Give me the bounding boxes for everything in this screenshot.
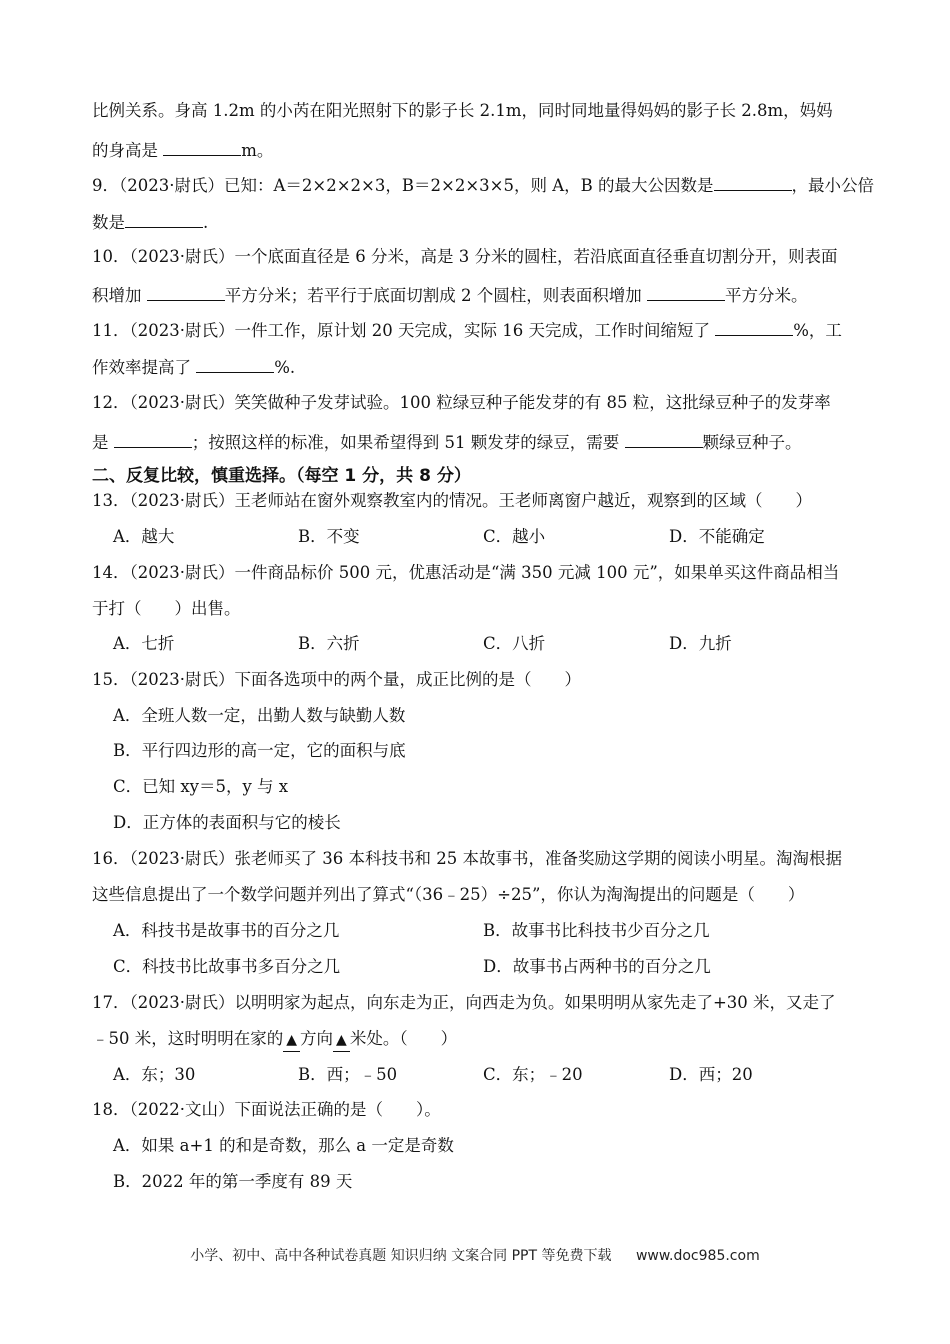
footer-link[interactable]: www.doc985.com [635,1248,760,1264]
q14-option-b[interactable]: B．六折 [298,634,360,653]
answer-blank[interactable] [163,139,241,156]
q8-line2 [92,139,273,162]
answer-blank[interactable] [147,284,225,301]
q10-text: 平方分米。 [725,286,808,305]
q17-text: 米处。（ ） [349,1029,458,1048]
q15-stem: 15．（2023·尉氏）下面各选项中的两个量，成正比例的是（ ） [92,670,581,689]
answer-blank[interactable] [714,174,792,191]
section-heading: 二、反复比较，慎重选择。（每空 1 分，共 8 分） [92,466,471,486]
answer-blank[interactable] [125,211,203,228]
q17-option-c[interactable]: C．东；﹣20 [483,1065,583,1084]
q10-line2 [92,284,808,307]
q13-option-a[interactable]: A．越大 [113,527,175,546]
q17-line1: 17．（2023·尉氏）以明明家为起点，向东走为正，向西走为负。如果明明从家先走了+30 米，又走了 [92,993,836,1012]
q9-text: 9．（2023·尉氏）已知：A＝2×2×2×3，B＝2×2×3×5，则 A，B 的最大公因数是 [92,176,714,195]
q8-text: m。 [241,141,274,160]
page-footer [0,1245,950,1265]
q15-option-c[interactable]: C．已知 xy＝5，y 与 x [113,777,289,796]
q15-option-b[interactable]: B．平行四边形的高一定，它的面积与底 [113,741,406,760]
q11-text: %，工 [793,321,842,340]
q14-option-a[interactable]: A．七折 [113,634,175,653]
q13-option-c[interactable]: C．越小 [483,527,546,546]
q18-stem: 18．（2022·文山）下面说法正确的是（ ）。 [92,1100,441,1119]
q12-text: 12．（2023·尉氏）笑笑做种子发芽试验。100 粒绿豆种子能发芽的有 85 粒，这批绿豆种子的发芽率 [92,393,831,412]
q12-text: ；按照这样的标准，如果希望得到 51 颗发芽的绿豆，需要 [191,433,620,452]
q13-stem: 13．（2023·尉氏）王老师站在窗外观察教室内的情况。王老师离窗户越近，观察到的区域（ ） [92,491,812,510]
q17-option-d[interactable]: D．西；20 [669,1065,753,1084]
q15-option-d[interactable]: D．正方体的表面积与它的棱长 [113,813,341,832]
q13-option-b[interactable]: B．不变 [298,527,360,546]
triangle-blank[interactable]: ▲ [283,1029,300,1052]
q16-option-b[interactable]: B．故事书比科技书少百分之几 [483,921,710,940]
q11-text: 11．（2023·尉氏）一件工作，原计划 20 天完成，实际 16 天完成，工作时间缩短了 [92,321,710,340]
q11-line1 [92,319,842,342]
q9-line1 [92,174,874,197]
q12-text: 颗绿豆种子。 [702,433,802,452]
q11-text: 作效率提高了 [92,358,191,377]
q14-line2: 于打（ ）出售。 [92,599,241,618]
q12-line1 [92,392,831,414]
q14-option-c[interactable]: C．八折 [483,634,546,653]
q15-option-a[interactable]: A．全班人数一定，出勤人数与缺勤人数 [113,706,406,725]
q16-line2: 这些信息提出了一个数学问题并列出了算式“（36﹣25）÷25”，你认为淘淘提出的问题是（ ） [92,885,805,904]
q8-text: 比例关系。身高 1.2m 的小芮在阳光照射下的影子长 2.1m，同时同地量得妈妈的影子长 2.8m，妈妈 [92,101,833,120]
q12-line2 [92,431,802,454]
q9-text: ，最小公倍 [791,176,874,195]
q13-option-d[interactable]: D．不能确定 [669,527,765,546]
triangle-blank[interactable]: ▲ [333,1029,350,1052]
q12-text: 是 [92,433,109,452]
q10-text: 10．（2023·尉氏）一个底面直径是 6 分米，高是 3 分米的圆柱，若沿底面直径垂直切割分开，则表面 [92,247,838,266]
q18-option-a[interactable]: A．如果 a+1 的和是奇数，那么 a 一定是奇数 [113,1136,454,1155]
q10-line1 [92,246,837,268]
q17-text: 方向 [300,1029,334,1048]
answer-blank[interactable] [196,356,274,373]
q8-line1 [92,100,833,122]
answer-blank[interactable] [114,431,192,448]
answer-blank[interactable] [647,284,725,301]
q17-option-a[interactable]: A．东；30 [113,1065,196,1084]
footer-text: 小学、初中、高中各种试卷真题 知识归纳 文案合同 PPT 等免费下载 [190,1248,612,1264]
q10-text: 平方分米；若平行于底面切割成 2 个圆柱，则表面积增加 [224,286,642,305]
q17-option-b[interactable]: B．西；﹣50 [298,1065,398,1084]
q16-option-c[interactable]: C．科技书比故事书多百分之几 [113,957,341,976]
answer-blank[interactable] [625,431,703,448]
q9-text: 数是 [92,213,125,232]
q9-line2 [92,211,208,234]
q14-line1: 14．（2023·尉氏）一件商品标价 500 元，优惠活动是“满 350 元减 100 元”，如果单买这件商品相当 [92,563,840,582]
q10-text: 积增加 [92,286,142,305]
q14-option-d[interactable]: D．九折 [669,634,732,653]
q17-text: ﹣50 米，这时明明在家的 [92,1029,284,1048]
q11-line2 [92,356,295,379]
q9-text: . [203,213,209,232]
q17-line2 [92,1028,457,1052]
q11-text: %. [274,358,296,377]
q16-option-a[interactable]: A．科技书是故事书的百分之几 [113,921,340,940]
answer-blank[interactable] [715,319,793,336]
q8-text: 的身高是 [92,141,158,160]
q16-line1: 16．（2023·尉氏）张老师买了 36 本科技书和 25 本故事书，准备奖励这学期的阅读小明星。淘淘根据 [92,849,842,868]
q16-option-d[interactable]: D．故事书占两种书的百分之几 [483,957,711,976]
q18-option-b[interactable]: B．2022 年的第一季度有 89 天 [113,1172,353,1191]
